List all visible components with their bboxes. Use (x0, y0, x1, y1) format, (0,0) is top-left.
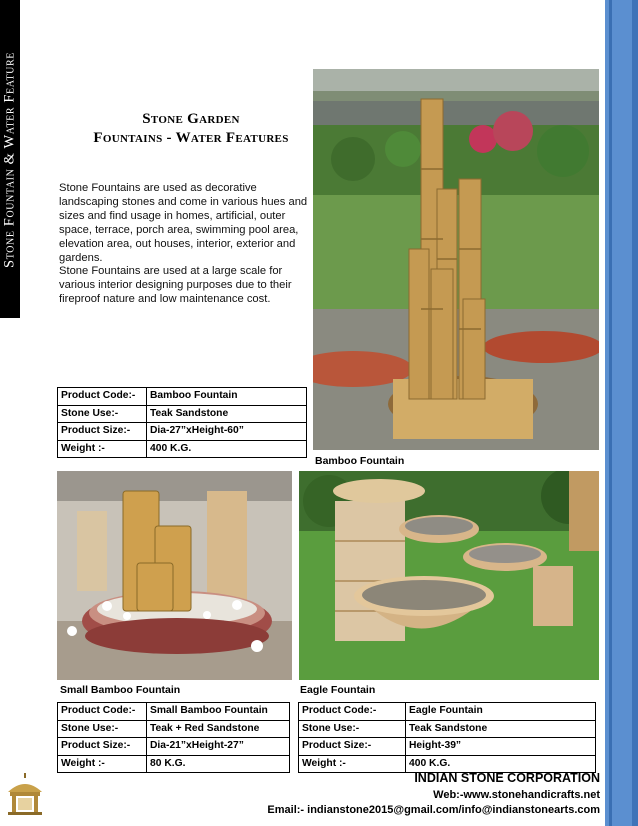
border-stripe (609, 0, 612, 826)
table-row (58, 423, 307, 441)
spec-value: Teak Sandstone (406, 720, 596, 738)
table-row (58, 388, 307, 406)
small-bamboo-fountain-table (57, 702, 290, 773)
description-paragraph-2: Stone Fountains are used at a large scale for various interior designing purposes due to their fireproof nature and low maintenance cost. (59, 265, 292, 306)
spec-value: 80 K.G. (147, 755, 290, 773)
page-title (60, 110, 322, 148)
company-name: INDIAN STONE CORPORATION (414, 771, 600, 785)
border-edge (632, 0, 638, 826)
page-border-right (605, 0, 638, 826)
spec-label: Weight :- (58, 755, 147, 773)
spec-value: Teak Sandstone (147, 405, 307, 423)
small-bamboo-fountain-photo (57, 471, 292, 680)
spec-label: Product Size:- (299, 738, 406, 756)
spec-label: Product Code:- (58, 388, 147, 406)
company-footer (267, 771, 600, 818)
company-website[interactable]: Web:-www.stonehandicrafts.net (433, 789, 600, 801)
bamboo-fountain-caption: Bamboo Fountain (315, 455, 405, 467)
spec-value: Small Bamboo Fountain (147, 703, 290, 721)
spec-label: Stone Use:- (299, 720, 406, 738)
small-bamboo-fountain-caption: Small Bamboo Fountain (60, 684, 181, 696)
eagle-fountain-photo (299, 471, 599, 680)
spec-label: Stone Use:- (58, 720, 147, 738)
table-row (299, 755, 596, 773)
spec-value: Teak + Red Sandstone (147, 720, 290, 738)
table-row (58, 703, 290, 721)
spec-value: Dia-27”xHeight-60” (147, 423, 307, 441)
table-row (58, 440, 307, 458)
spec-value: Eagle Fountain (406, 703, 596, 721)
spec-label: Product Size:- (58, 738, 147, 756)
spec-value: 400 K.G. (406, 755, 596, 773)
section-tab-label: Stone Fountain & Water Feature (1, 52, 18, 268)
eagle-fountain-table (298, 702, 596, 773)
section-tab (0, 0, 20, 318)
spec-label: Weight :- (299, 755, 406, 773)
spec-label: Product Code:- (299, 703, 406, 721)
spec-value: Bamboo Fountain (147, 388, 307, 406)
table-row (58, 755, 290, 773)
bamboo-fountain-photo (313, 69, 599, 450)
table-row (58, 720, 290, 738)
table-row (299, 703, 596, 721)
table-row (58, 405, 307, 423)
description-paragraph-1: Stone Fountains are used as decorative landscaping stones and come in various hues and sizes and find usage in homes, artificial, outer space, terrace, porch area, swimming pool area, elevation area, out houses, interior, exterior and gardens. (59, 182, 308, 264)
page-title-line2: Fountains - Water Features (93, 130, 289, 146)
spec-value: 400 K.G. (147, 440, 307, 458)
table-row (299, 720, 596, 738)
table-row (58, 738, 290, 756)
spec-label: Weight :- (58, 440, 147, 458)
company-email[interactable]: Email:- indianstone2015@gmail.com/info@indianstonearts.com (267, 804, 600, 816)
spec-label: Stone Use:- (58, 405, 147, 423)
table-row (299, 738, 596, 756)
spec-value: Dia-21”xHeight-27” (147, 738, 290, 756)
bamboo-fountain-table (57, 387, 307, 458)
page-title-line1: Stone Garden (142, 111, 240, 127)
spec-label: Product Code:- (58, 703, 147, 721)
company-logo (4, 772, 46, 820)
spec-value: Height-39” (406, 738, 596, 756)
eagle-fountain-caption: Eagle Fountain (300, 684, 376, 696)
spec-label: Product Size:- (58, 423, 147, 441)
description (59, 182, 317, 307)
